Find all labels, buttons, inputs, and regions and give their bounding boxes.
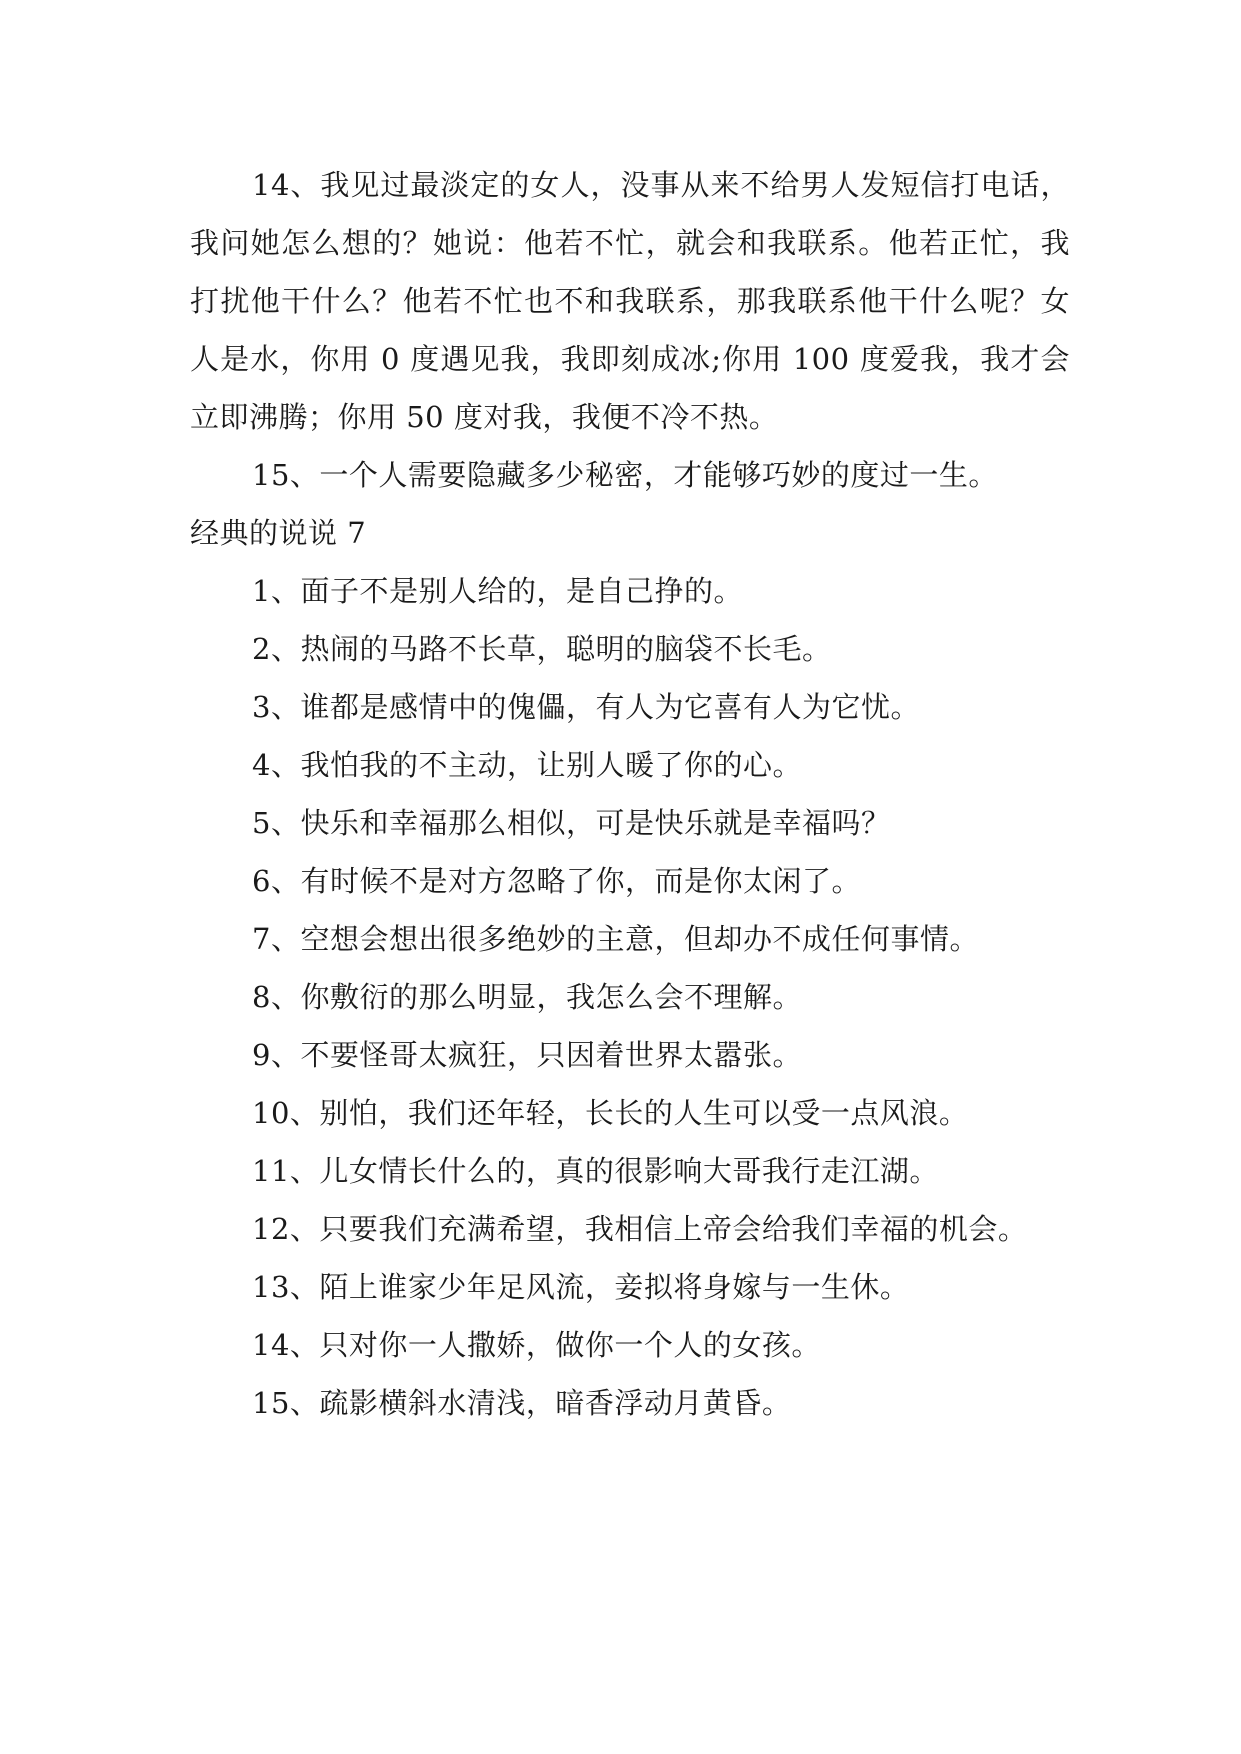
list-item-10: 10、别怕，我们还年轻，长长的人生可以受一点风浪。	[252, 1096, 969, 1130]
list-item-14: 14、只对你一人撒娇，做你一个人的女孩。	[252, 1328, 821, 1362]
list-item-13: 13、陌上谁家少年足风流，妾拟将身嫁与一生休。	[252, 1270, 910, 1304]
list-item-6: 6、有时候不是对方忽略了你，而是你太闲了。	[252, 864, 861, 898]
list-item-12: 12、只要我们充满希望，我相信上帝会给我们幸福的机会。	[252, 1212, 1028, 1246]
list-item-8: 8、你敷衍的那么明显，我怎么会不理解。	[252, 980, 802, 1014]
list-item-11: 11、儿女情长什么的，真的很影响大哥我行走江湖。	[252, 1154, 939, 1188]
list-item-2: 2、热闹的马路不长草，聪明的脑袋不长毛。	[252, 632, 832, 666]
list-item-1: 1、面子不是别人给的，是自己挣的。	[252, 574, 743, 608]
list-item-4: 4、我怕我的不主动，让别人暖了你的心。	[252, 748, 802, 782]
list-item-15: 15、疏影横斜水清浅，暗香浮动月黄昏。	[252, 1386, 792, 1420]
paragraph-item-14: 14、我见过最淡定的女人，没事从来不给男人发短信打电话，我问她怎么想的？她说：他若不忙，就会和我联系。他若正忙，我打扰他干什么？他若不忙也不和我联系，那我联系他干什么呢？女人是水，你用 0 度遇见我，我即刻成冰;你用 100 度爱我，我才会立即沸腾；你用 50 度对我，我便不冷不热。	[190, 168, 1070, 434]
list-item-5: 5、快乐和幸福那么相似，可是快乐就是幸福吗？	[252, 806, 891, 840]
paragraph-item-15: 15、一个人需要隐藏多少秘密，才能够巧妙的度过一生。	[252, 458, 998, 492]
list-item-9: 9、不要怪哥太疯狂，只因着世界太嚣张。	[252, 1038, 802, 1072]
document-body	[190, 156, 1070, 1432]
list-item-7: 7、空想会想出很多绝妙的主意，但却办不成任何事情。	[252, 922, 979, 956]
list-item-3: 3、谁都是感情中的傀儡，有人为它喜有人为它忧。	[252, 690, 920, 724]
section-title: 经典的说说 7	[190, 516, 367, 550]
